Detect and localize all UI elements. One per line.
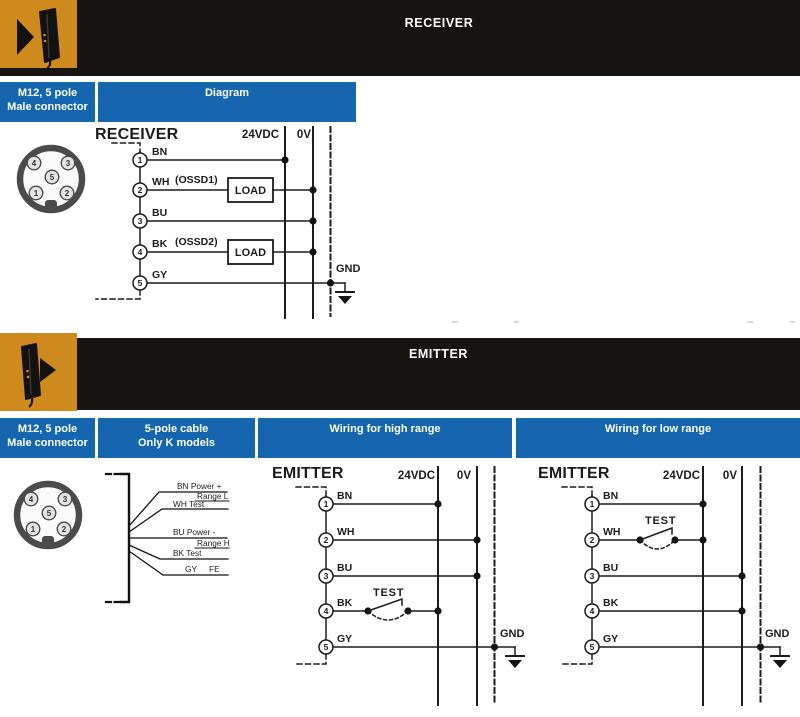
junction-dot	[309, 217, 316, 224]
ground-symbol	[506, 647, 524, 668]
bus-bottom-dashed-stub	[294, 654, 326, 664]
scan-artifact	[747, 321, 753, 323]
wire-bn-label: BN	[152, 146, 168, 158]
wire-gy-label: GY	[603, 633, 619, 645]
junction-dot	[434, 500, 441, 507]
receiver-header-cell-diagram	[98, 82, 356, 122]
receiver-header-bar	[0, 0, 800, 76]
junction-dot	[738, 607, 745, 614]
ground-triangle	[773, 660, 787, 668]
emitter-connector-face	[17, 484, 79, 547]
sensor-led	[27, 376, 30, 379]
bus-bottom-dashed-stub	[560, 654, 592, 664]
wire-bu-label: BU	[337, 562, 353, 574]
emitter-header-bar	[77, 338, 800, 410]
wire-bk-label: BK	[337, 597, 353, 609]
junction-dot	[434, 607, 441, 614]
bus-bottom-dashed-stub	[96, 290, 140, 299]
cable-bk-label: BK Test	[173, 548, 202, 558]
pin-4-number: 4	[323, 606, 329, 616]
switch-actuation-arc	[640, 540, 675, 549]
switch-actuation-arc	[368, 611, 408, 620]
gnd-label: GND	[765, 628, 790, 640]
emitter-sensor-icon-box	[0, 333, 77, 411]
receiver-header-cell-connector	[0, 82, 95, 122]
load-label-ossd1: LOAD	[234, 185, 267, 197]
cable-bracket	[121, 474, 129, 602]
ground-triangle	[338, 296, 352, 304]
test-label: TEST	[645, 515, 677, 527]
gnd-label: GND	[336, 263, 361, 275]
junction-dot	[473, 536, 480, 543]
junction-dot	[327, 279, 334, 286]
wire-wh-label: WH	[337, 526, 355, 538]
connector-pin-1-label: 1	[33, 189, 39, 198]
connector-header-line1: M12, 5 pole	[17, 423, 78, 435]
receiver-connector-face	[20, 148, 82, 211]
switch-blade	[640, 528, 672, 540]
wire-bk-note: (OSSD2)	[175, 236, 218, 248]
rail-24vdc-label: 24VDC	[662, 470, 700, 482]
connector-pin-4-label: 4	[31, 159, 37, 168]
connector-pin-2-label: 2	[64, 189, 70, 198]
emitter-header-cell-high-range	[258, 418, 512, 458]
cable-wh-label: WH Test	[173, 499, 205, 509]
receiver-sensor-icon-box	[0, 0, 77, 68]
ground-symbol	[336, 283, 354, 304]
pin-1-number: 1	[589, 499, 595, 509]
junction-dot	[757, 643, 764, 650]
junction-dot	[309, 248, 316, 255]
receiver-wiring-diagram	[0, 122, 800, 332]
rail-0v-label: 0V	[456, 470, 471, 482]
pin-2-number: 2	[323, 535, 329, 545]
connector-header-line2: Male connector	[7, 100, 88, 113]
high-range-title: EMITTER	[272, 465, 344, 482]
wire-wh-label: WH	[152, 176, 170, 188]
connector-keyway-notch	[45, 200, 57, 211]
emitter-header-cell-cable	[98, 418, 255, 458]
receiver-diagram-title: RECEIVER	[95, 126, 179, 143]
scan-artifact	[790, 321, 795, 323]
junction-dot	[309, 186, 316, 193]
cable-range-l-label: Range L	[197, 491, 229, 501]
pin-1-number: 1	[137, 155, 143, 165]
light-arrow-icon	[40, 358, 56, 382]
connector-pin-2-label: 2	[61, 525, 67, 534]
cable-gy-label: GY	[185, 564, 197, 574]
high-range-header-label: Wiring for high range	[329, 423, 441, 435]
ground-symbol	[771, 647, 789, 668]
pin-3-number: 3	[137, 216, 143, 226]
pin-5-number: 5	[137, 278, 143, 288]
pin-2-number: 2	[137, 185, 143, 195]
receiver-sensor-icon	[0, 0, 77, 68]
gnd-label: GND	[500, 628, 525, 640]
pin-5-number: 5	[323, 642, 329, 652]
emitter-header-cell-connector	[0, 418, 95, 458]
sensor-led	[44, 40, 47, 43]
bus-top-dashed-stub	[562, 487, 592, 496]
connector-header-line1: M12, 5 pole	[17, 87, 78, 99]
pin-4-number: 4	[589, 606, 595, 616]
rail-24vdc-label: 24VDC	[241, 129, 279, 141]
wire-bn-label: BN	[603, 490, 619, 502]
sensor-led	[43, 34, 46, 37]
light-arrow-icon	[17, 19, 34, 55]
low-range-title: EMITTER	[538, 465, 610, 482]
wire-bn-label: BN	[337, 490, 353, 502]
pin-2-number: 2	[589, 535, 595, 545]
junction-dot	[699, 500, 706, 507]
connector-pin-4-label: 4	[28, 495, 34, 504]
high-range-wiring-diagram	[272, 465, 525, 705]
wire-gy-label: GY	[152, 269, 168, 281]
junction-dot	[738, 572, 745, 579]
connector-header-line2: Male connector	[7, 436, 88, 449]
rail-0v-label: 0V	[722, 470, 737, 482]
pin-5-number: 5	[589, 642, 595, 652]
receiver-bar-title: RECEIVER	[404, 16, 474, 30]
cable-bn-label: BN Power +	[177, 481, 222, 491]
connector-pin-5-label: 5	[49, 173, 55, 182]
wire-bk-label: BK	[152, 238, 168, 250]
low-range-header-label: Wiring for low range	[604, 423, 712, 435]
rail-0v-label: 0V	[296, 129, 311, 141]
emitter-sensor-icon	[0, 333, 77, 411]
junction-dot	[281, 156, 288, 163]
wire-bk-label: BK	[603, 597, 619, 609]
pin-3-number: 3	[589, 571, 595, 581]
cable-bu-label: BU Power -	[173, 527, 216, 537]
connector-pin-1-label: 1	[30, 525, 36, 534]
cable-header-line2: Only K models	[137, 436, 216, 449]
connector-pin-3-label: 3	[62, 495, 68, 504]
cable-fe-label: FE	[209, 564, 220, 574]
test-label: TEST	[373, 587, 405, 599]
sensor-led	[26, 370, 29, 373]
cable-header-line1: 5-pole cable	[144, 423, 209, 435]
diagram-header-label: Diagram	[204, 87, 250, 99]
wire-wh-label: WH	[603, 526, 621, 538]
wire-bu-label: BU	[603, 562, 619, 574]
ground-triangle	[508, 660, 522, 668]
junction-dot	[699, 536, 706, 543]
bus-top-dashed-stub	[112, 143, 140, 152]
pin-4-number: 4	[137, 247, 143, 257]
cable-fanout-diagram	[106, 474, 230, 602]
wire-gy-label: GY	[337, 633, 353, 645]
pin-3-number: 3	[323, 571, 329, 581]
scan-artifact	[514, 321, 519, 323]
junction-dot	[491, 643, 498, 650]
emitter-header-cell-low-range	[516, 418, 800, 458]
low-range-wiring-diagram	[538, 465, 790, 705]
cable-range-h-label: Range H	[197, 538, 230, 548]
junction-dot	[473, 572, 480, 579]
wire-wh-note: (OSSD1)	[175, 174, 218, 186]
connector-pin-3-label: 3	[65, 159, 71, 168]
wire-bu-label: BU	[152, 207, 168, 219]
emitter-wiring-diagrams	[0, 458, 800, 717]
pin-1-number: 1	[323, 499, 329, 509]
scan-artifact	[452, 321, 458, 323]
connector-pin-5-label: 5	[46, 509, 52, 518]
bus-top-dashed-stub	[296, 487, 326, 496]
emitter-bar-title: EMITTER	[408, 347, 469, 361]
rail-24vdc-label: 24VDC	[397, 470, 435, 482]
connector-keyway-notch	[42, 536, 54, 547]
load-label-ossd2: LOAD	[234, 247, 267, 259]
switch-blade	[368, 599, 402, 611]
